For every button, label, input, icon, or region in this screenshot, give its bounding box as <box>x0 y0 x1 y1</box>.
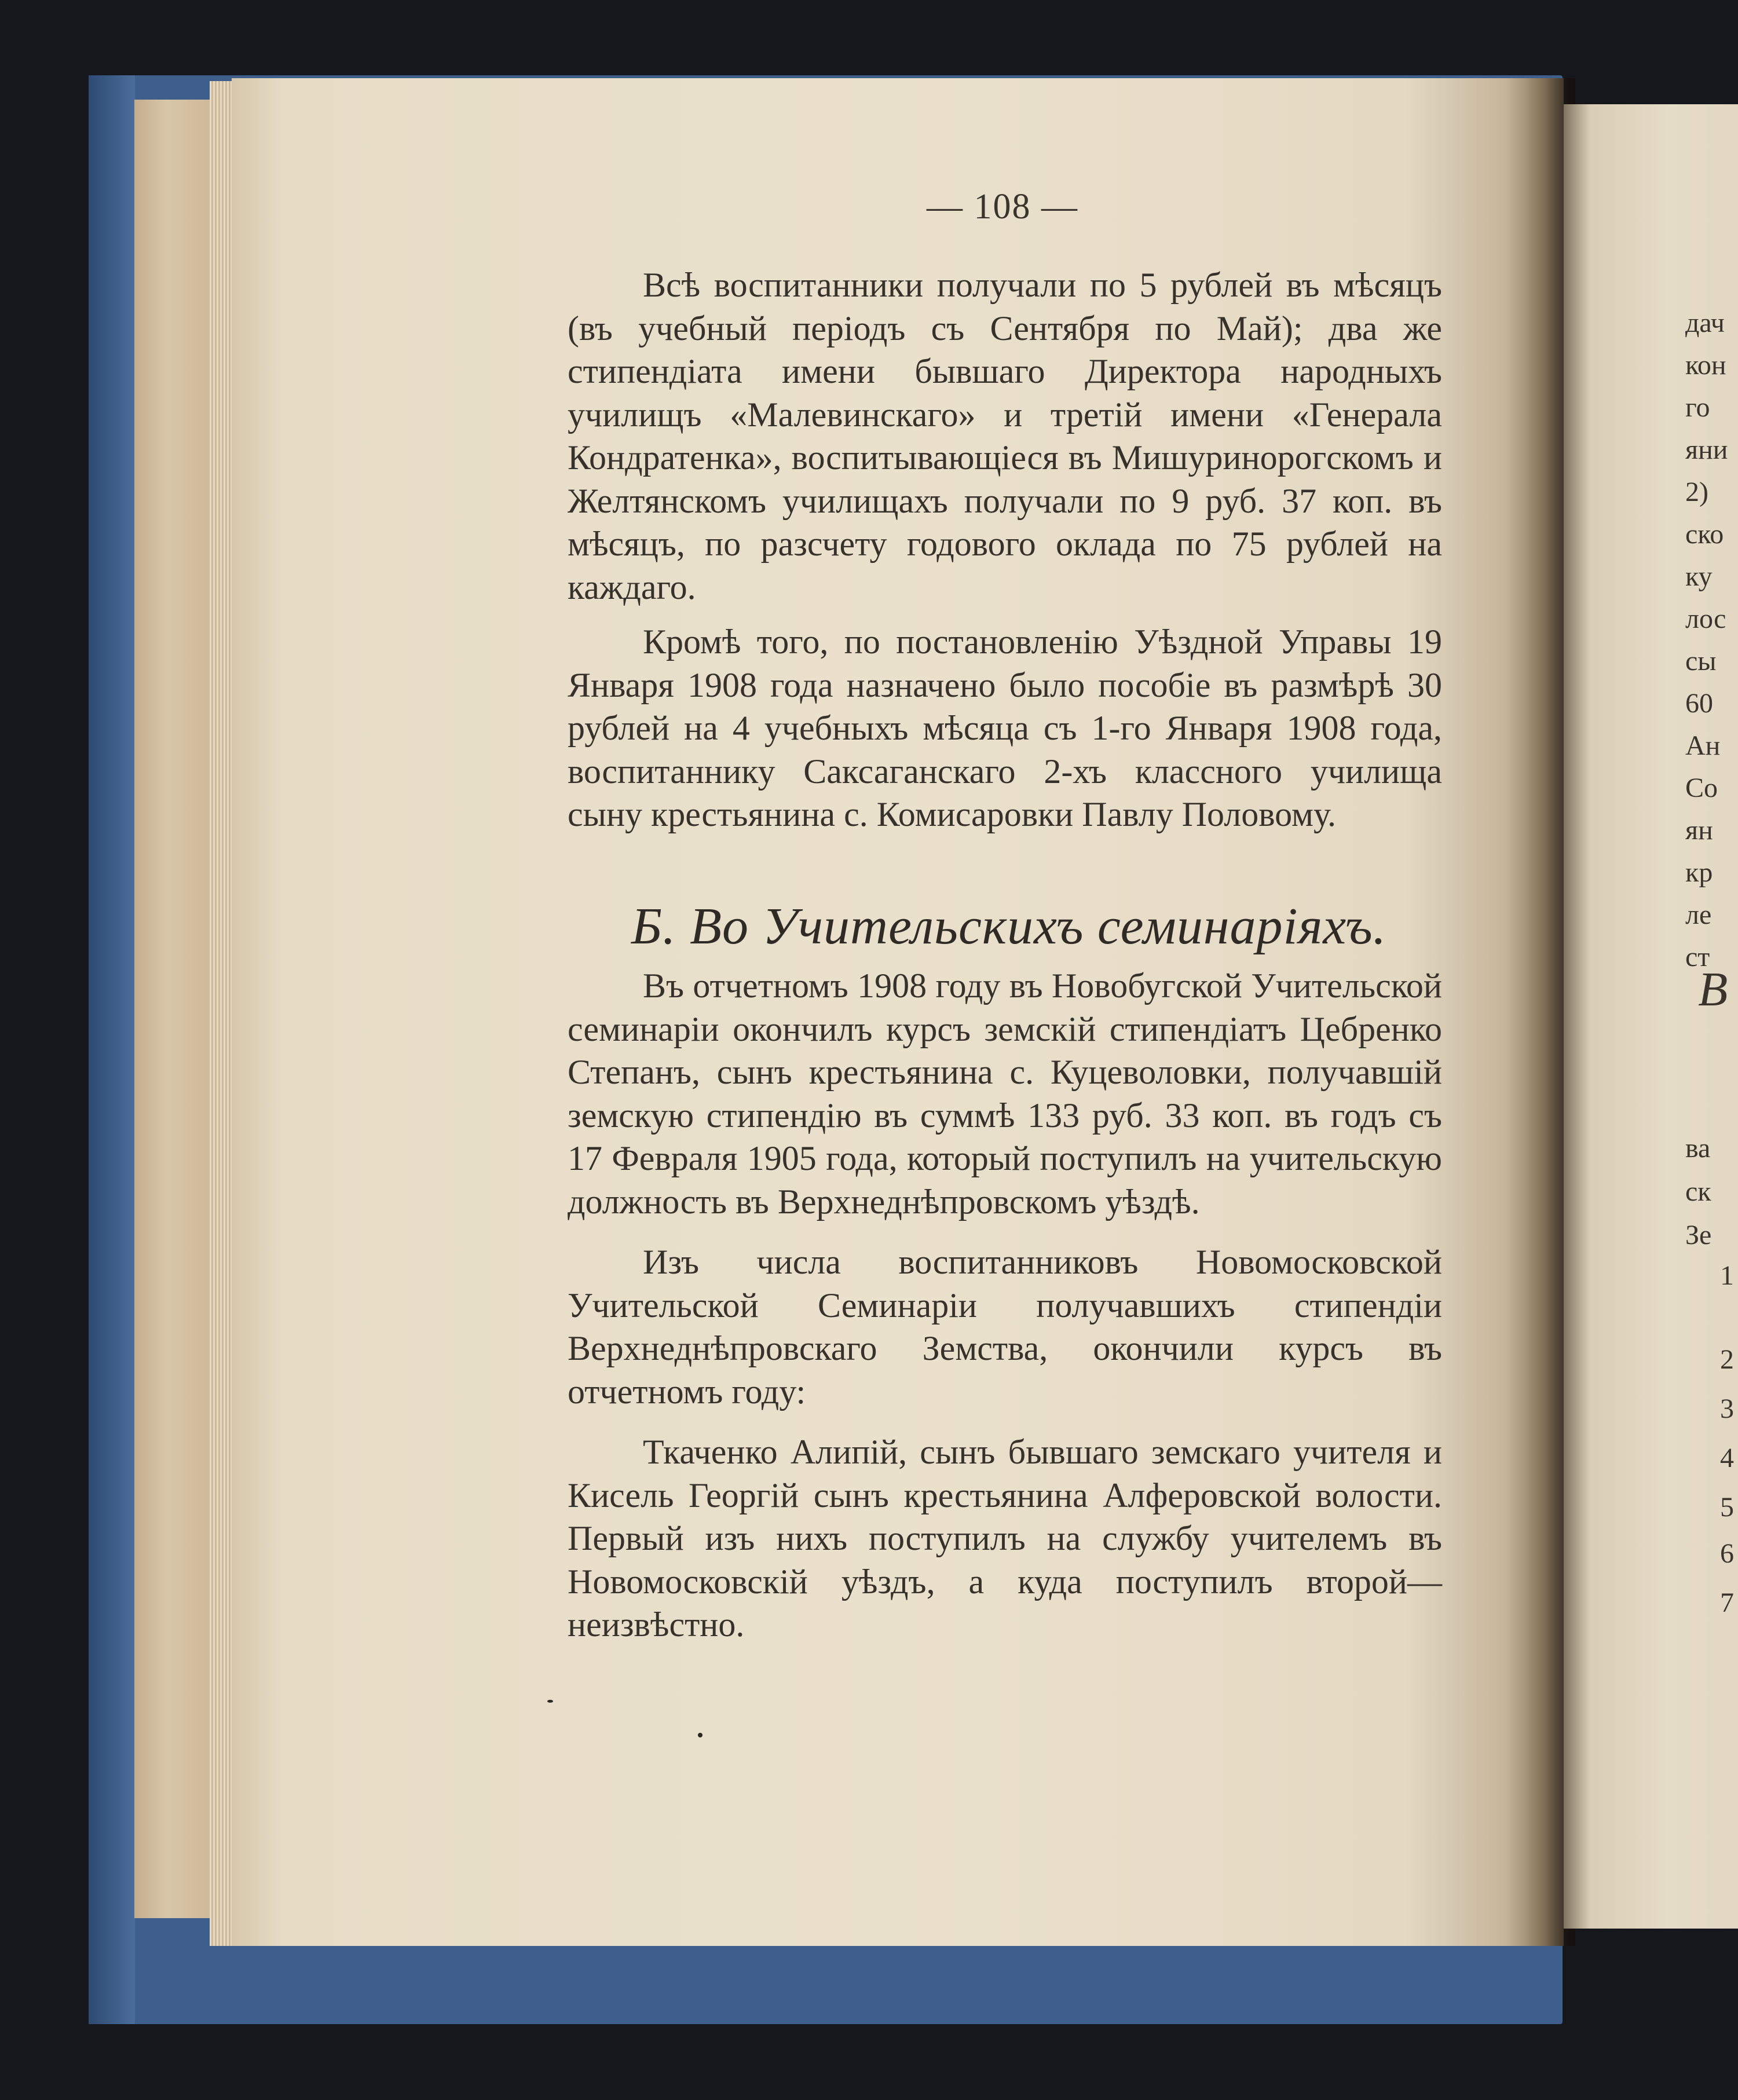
paragraph: Ткаченко Алипій, сынъ бывшаго земскаго учителя и Кисель Георгій сынъ крестьянина Алферовской волости. Первый изъ нихъ поступилъ на службу учителемъ въ Новомосковскій уѣздъ, а куда поступилъ второй—неизвѣстно. <box>568 1433 1442 1644</box>
facing-page-line: 5 <box>1720 1492 1734 1523</box>
facing-page-line: ск <box>1685 1176 1711 1207</box>
section-heading: Б. Во Учительскихъ семинаріяхъ. <box>631 898 1387 955</box>
facing-page-heading: В <box>1698 963 1728 1016</box>
facing-page-line: кон <box>1685 350 1726 381</box>
facing-page-line: 7 <box>1720 1587 1734 1618</box>
paragraph: Изъ числа воспитанниковъ Новомосковской Учительской Семинаріи получавшихъ стипендіи Верхнеднѣпровскаго Земства, окончили курсъ въ отчетномъ году: <box>568 1243 1442 1411</box>
page-stack-lines <box>210 81 233 1946</box>
paragraph: Въ отчетномъ 1908 году въ Новобугской Учительской семинаріи окончилъ курсъ земскій стипендіатъ Цебренко Степанъ, сынъ крестьянина с. Куцеволовки, получавшій земскую стипендію въ суммѣ 133 руб. 33 коп. въ годъ съ 17 Февраля 1905 года, который поступилъ на учительскую должность въ Верхнеднѣпровскомъ уѣздѣ. <box>568 967 1442 1221</box>
page-number: — 108 — <box>927 187 1078 226</box>
facing-page-line: 2 <box>1720 1344 1734 1375</box>
paragraph: Всѣ воспитанники получали по 5 рублей въ мѣсяцъ (въ учебный періодъ съ Сентября по Май); два же стипендіата имени бывшаго Директора народныхъ училищъ «Малевинскаго» и третій имени «Генерала Кондратенка», воспитывающіеся въ Мишуриноpогскомъ и Желтянскомъ училищахъ получали по 9 руб. 37 коп. въ мѣсяцъ, по разсчету годового оклада по 75 рублей на каждаго. <box>568 266 1442 606</box>
body-text-lower <box>568 964 1442 1647</box>
facing-page-line: го <box>1685 392 1710 423</box>
facing-page-line: 3 <box>1720 1393 1734 1424</box>
facing-page-line: сы <box>1685 646 1717 676</box>
facing-page-line: 6 <box>1720 1538 1734 1569</box>
facing-page-line: лос <box>1685 603 1726 634</box>
facing-page-line: дач <box>1685 308 1725 338</box>
facing-page-line: 2) <box>1685 477 1708 507</box>
facing-page-line: ст <box>1685 942 1710 972</box>
facing-page-line: кр <box>1685 857 1713 888</box>
facing-page-line: 4 <box>1720 1443 1734 1473</box>
paragraph: Кромѣ того, по постановленію Уѣздной Управы 19 Января 1908 года назначено было пособіе въ размѣрѣ 30 рублей на 4 учебныхъ мѣсяца съ 1-го Января 1908 года, воспитаннику Саксаганскаго 2-хъ классного училища сыну крестьянина с. Комисаровки Павлу Половому. <box>568 623 1442 833</box>
facing-page-line: ку <box>1685 561 1713 592</box>
facing-page-line: Зе <box>1685 1220 1712 1250</box>
ink-speck <box>547 1700 553 1703</box>
body-text-upper <box>568 264 1442 836</box>
facing-page-line: 60 <box>1685 688 1713 719</box>
facing-page-line: яни <box>1685 434 1728 465</box>
facing-page-line: 1 <box>1720 1260 1734 1291</box>
page-block-edge <box>134 100 215 1918</box>
cover-spine-shade <box>89 75 135 2024</box>
facing-page-line: ле <box>1685 899 1712 930</box>
ink-speck <box>698 1733 702 1737</box>
facing-page-line: ян <box>1685 815 1713 846</box>
facing-page-line: ско <box>1685 519 1724 550</box>
facing-page-line: Ан <box>1685 730 1721 761</box>
facing-page-line: Со <box>1685 773 1718 803</box>
facing-page-line: ва <box>1685 1133 1711 1164</box>
